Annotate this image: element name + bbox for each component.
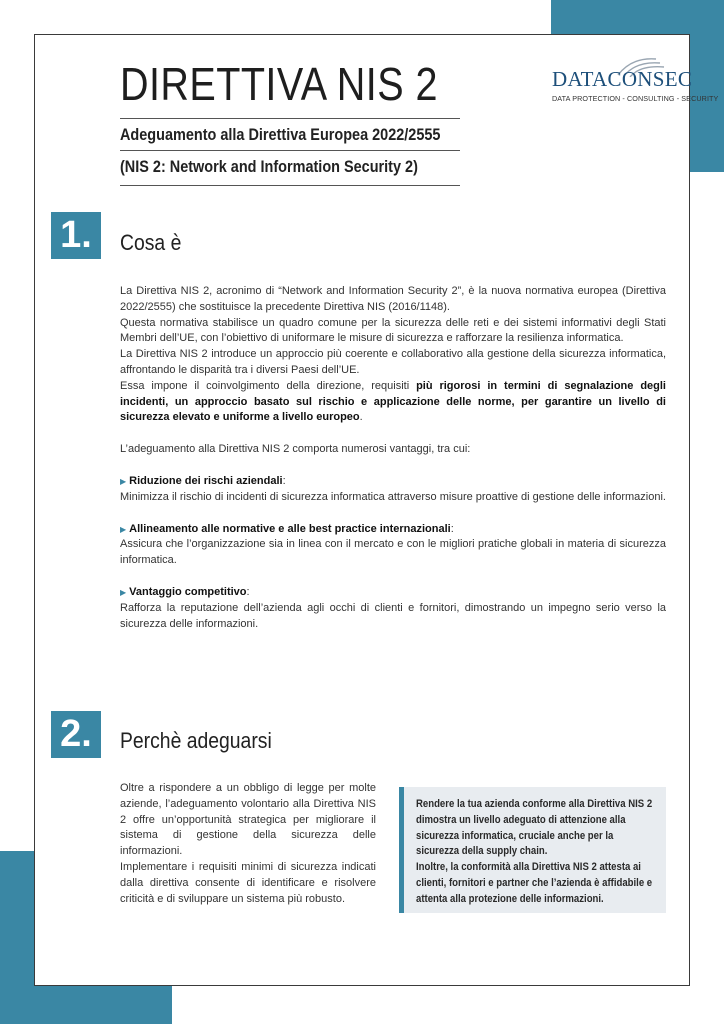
logo-tagline: DATA PROTECTION - CONSULTING - SECURITY bbox=[552, 94, 719, 103]
benefit-title: ▶ Vantaggio competitivo: bbox=[120, 585, 250, 598]
document-subtitle-2: (NIS 2: Network and Information Security 2) bbox=[120, 157, 418, 176]
document-subtitle: Adeguamento alla Direttiva Europea 2022/2555 bbox=[120, 125, 441, 144]
paragraph: La Direttiva NIS 2, acronimo di “Network and Information Security 2”, è la nuova normativa europea (Direttiva 2022/2555) che sostituisce la precedente Direttiva NIS (2016/1148). bbox=[120, 285, 666, 313]
callout-text: Rendere la tua azienda conforme alla Direttiva NIS 2 dimostra un livello adeguato di attenzione alla sicurezza informatica, cruciale anche per la sicurezza della supply chain. bbox=[416, 798, 653, 858]
triangle-bullet-icon: ▶ bbox=[120, 524, 127, 534]
triangle-bullet-icon: ▶ bbox=[120, 476, 127, 486]
paragraph: Questa normativa stabilisce un quadro comune per la sicurezza delle reti e dei sistemi informativi degli Stati Membri dell’UE, con l’obiettivo di uniformare le misure di sicurezza e rafforzare la resilienza informatica. bbox=[120, 316, 666, 345]
section-1-body bbox=[120, 284, 666, 632]
subtitle-divider-2 bbox=[120, 185, 460, 186]
section-1-title: Cosa è bbox=[120, 230, 182, 255]
paragraph: La Direttiva NIS 2 introduce un approccio più coerente e collaborativo alla gestione della sicurezza informatica, affrontando le disparità tra i diversi Paesi dell’UE. bbox=[120, 348, 666, 376]
section-2-title: Perchè adeguarsi bbox=[120, 728, 272, 753]
subtitle-divider bbox=[120, 150, 460, 151]
benefit-text: Rafforza la reputazione dell’azienda agli occhi di clienti e fornitori, dimostrando un impegno serio verso la sicurezza delle informazioni. bbox=[120, 601, 666, 630]
benefit-title: ▶ Allineamento alle normative e alle best practice internazionali: bbox=[120, 522, 454, 535]
benefit-text: Minimizza il rischio di incidenti di sicurezza informatica attraverso misure proattive di gestione delle informazioni. bbox=[120, 490, 666, 503]
benefit-title: ▶ Riduzione dei rischi aziendali: bbox=[120, 474, 286, 487]
paragraph: Oltre a rispondere a un obbligo di legge per molte aziende, l’adeguamento volontario alla Direttiva NIS 2 offre un’opportunità strategica per migliorare il sistema di gestione della sicurezza delle informazioni. bbox=[120, 782, 376, 858]
benefits-intro: L’adeguamento alla Direttiva NIS 2 comporta numerosi vantaggi, tra cui: bbox=[120, 443, 471, 456]
dataconsec-logo bbox=[552, 59, 719, 109]
section-number-1: 1. bbox=[51, 212, 101, 259]
logo-name: DATACONSEC bbox=[552, 67, 693, 91]
paragraph: Implementare i requisiti minimi di sicurezza indicati dalla direttiva consente di identificare e risolvere criticità e di sviluppare un sistema più robusto. bbox=[120, 860, 376, 905]
section-number-2: 2. bbox=[51, 711, 101, 758]
callout-box bbox=[399, 787, 666, 913]
document-title: DIRETTIVA NIS 2 bbox=[120, 58, 438, 110]
document-page bbox=[34, 34, 719, 986]
section-2-body bbox=[120, 781, 376, 907]
callout-text: Inoltre, la conformità alla Direttiva NIS 2 attesta ai clienti, fornitori e partner che l’azienda è affidabile e attenta alla protezione delle informazioni. bbox=[416, 861, 653, 905]
paragraph: Essa impone il coinvolgimento della direzione, requisiti più rigorosi in termini di segnalazione degli incidenti, un approccio basato sul rischio e applicazione delle norme, per garantire un livello di sicurezza elevato e uniforme a livello europeo. bbox=[120, 379, 666, 424]
triangle-bullet-icon: ▶ bbox=[120, 587, 127, 597]
title-divider bbox=[120, 118, 460, 119]
benefit-text: Assicura che l’organizzazione sia in linea con il mercato e con le migliori pratiche globali in materia di sicurezza informatica. bbox=[120, 538, 666, 567]
